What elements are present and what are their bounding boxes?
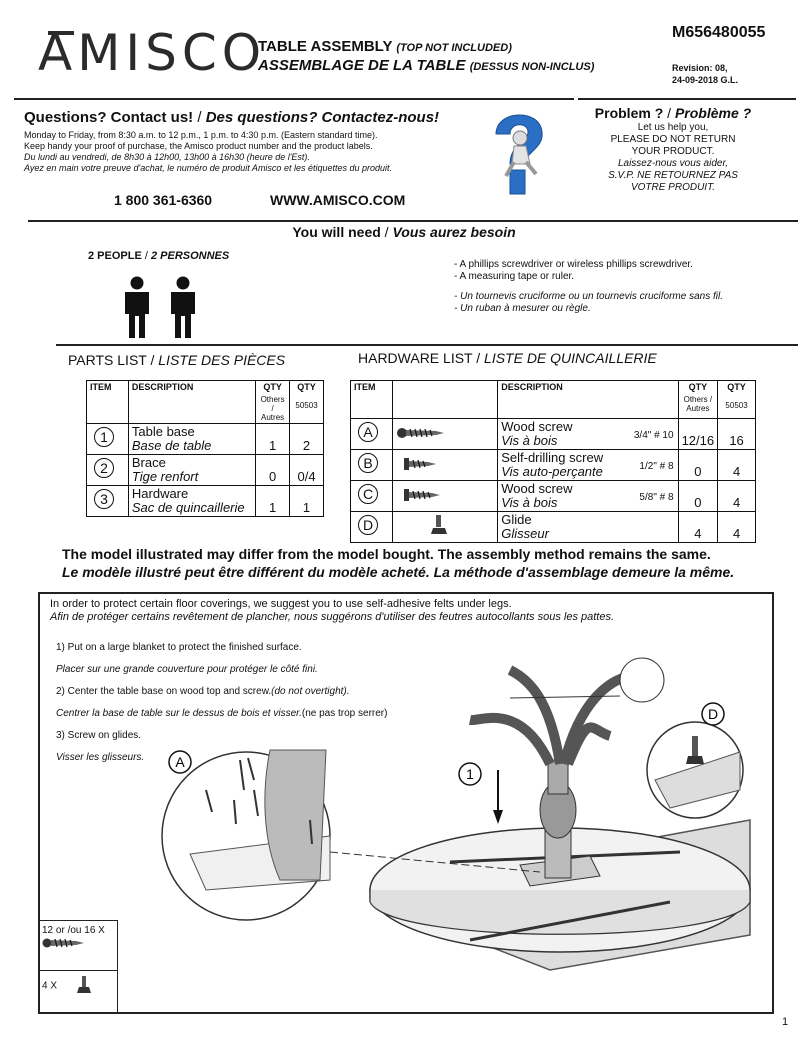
hardware-header-qty-model: QTY 50503	[718, 381, 756, 419]
parts-table	[86, 380, 324, 517]
table-row	[87, 455, 324, 486]
parts-desc-2: Brace Tige renfort	[128, 455, 255, 486]
hardware-desc-b: Self-drilling screw Vis auto-perçante 1/2" # 8	[498, 450, 678, 481]
hardware-qty-others: 4	[678, 512, 718, 543]
website-link[interactable]: WWW.AMISCO.COM	[270, 192, 406, 208]
hardware-header-icon	[392, 381, 497, 419]
hardware-item-d: D	[351, 512, 393, 543]
two-people-icon	[120, 276, 200, 340]
hardware-qty-model: 4	[718, 450, 756, 481]
assembly-illustration	[150, 640, 770, 1000]
callout-d: D	[707, 706, 719, 722]
tools-list: - A phillips screwdriver or wireless phillips screwdriver. - A measuring tape or ruler. - Un tournevis cruciforme ou un tournevis cruciforme sans fil. - Un ruban à mesurer ou règle.	[454, 259, 723, 314]
parts-header-qty-others: QTY Others / Autres	[256, 381, 290, 424]
hardware-qty-model: 4	[718, 512, 756, 543]
parts-qty-others: 1	[256, 424, 290, 455]
hardware-item-a: A	[351, 419, 393, 450]
parts-qty-model: 2	[290, 424, 324, 455]
hardware-item-c: C	[351, 481, 393, 512]
parts-header-desc: DESCRIPTION	[128, 381, 255, 424]
phone-number[interactable]: 1 800 361-6360	[114, 192, 213, 208]
hardware-list-title: HARDWARE LIST / LISTE DE QUINCAILLERIE	[358, 350, 657, 366]
short-wood-screw-icon	[392, 481, 497, 512]
table-row	[87, 424, 324, 455]
parts-desc-1: Table base Base de table	[128, 424, 255, 455]
page-number: 1	[782, 1016, 789, 1028]
hardware-item-b: B	[351, 450, 393, 481]
parts-item-2: 2	[87, 455, 129, 486]
glide-count-box: 4 X	[38, 970, 118, 1014]
title-en: TABLE ASSEMBLY (TOP NOT INCLUDED)	[258, 38, 512, 55]
model-number: M656480055	[672, 24, 766, 41]
hardware-qty-model: 4	[718, 481, 756, 512]
glide-icon	[392, 512, 497, 543]
divider	[28, 220, 798, 222]
wood-screw-icon	[392, 419, 497, 450]
table-row	[87, 486, 324, 517]
hardware-table	[350, 380, 756, 543]
problem-box: Problem ? / Problème ? Let us help you, PLEASE DO NOT RETURN YOUR PRODUCT. Laissez-nous vous aider, S.V.P. NE RETOURNEZ PAS VOTRE PRODUIT.	[594, 105, 752, 193]
parts-qty-model: 1	[290, 486, 324, 517]
question-mark-icon	[482, 104, 554, 200]
parts-qty-others: 0	[256, 455, 290, 486]
divider	[56, 344, 798, 346]
hardware-desc-d: Glide Glisseur	[498, 512, 678, 543]
parts-item-3: 3	[87, 486, 129, 517]
table-row	[351, 450, 756, 481]
table-row	[351, 419, 756, 450]
parts-qty-model: 0/4	[290, 455, 324, 486]
step-2: 2) Center the table base on wood top and screw.(do not overtight). Centrer la base de table sur le dessus de bois et visser.(ne pas trop serrer)	[56, 686, 388, 719]
revision-info: Revision: 08, 24-09-2018 G.L.	[672, 63, 739, 85]
hardware-header-desc: DESCRIPTION	[498, 381, 678, 419]
self-drilling-screw-icon	[392, 450, 497, 481]
callout-1: 1	[466, 766, 474, 782]
hardware-header-qty-others: QTY Others / Autres	[678, 381, 718, 419]
table-row	[351, 512, 756, 543]
hardware-qty-others: 12/16	[678, 419, 718, 450]
hardware-desc-c: Wood screw Vis à bois 5/8" # 8	[498, 481, 678, 512]
step-3: 3) Screw on glides. Visser les glisseurs.	[56, 730, 145, 763]
table-row	[351, 481, 756, 512]
hardware-desc-a: Wood screw Vis à bois 3/4" # 10	[498, 419, 678, 450]
model-disclaimer: The model illustrated may differ from the model bought. The assembly method remains the same. Le modèle illustré peut être différent du modèle acheté. La méthode d'assemblage demeure la même.	[62, 546, 735, 580]
wood-screw-icon	[42, 936, 86, 950]
screw-count-box: 12 or /ou 16 X	[38, 920, 118, 970]
felt-note: In order to protect certain floor coverings, we suggest you to use self-adhesive felts under legs. Afin de protéger certains revêtement de plancher, nous suggérons d'utiliser des feutres autocollants sous les pattes.	[50, 598, 615, 623]
hardware-qty-others: 0	[678, 450, 718, 481]
contact-hours: Monday to Friday, from 8:30 a.m. to 12 p.m., 1 p.m. to 4:30 p.m. (Eastern standard time). Keep handy your proof of purchase, the Amisco product number and the product labels. Du lundi au vendredi, de 8h30 à 12h00, 13h00 à 16h30 (heure de l'Est). Ayez en main votre preuve d'achat, le numéro de produit Amisco et les étiquettes du produit.	[24, 130, 393, 173]
parts-list-title: PARTS LIST / LISTE DES PIÈCES	[68, 352, 286, 368]
hardware-qty-others: 0	[678, 481, 718, 512]
divider	[14, 98, 574, 100]
hardware-header-item: ITEM	[351, 381, 393, 419]
title-fr: ASSEMBLAGE DE LA TABLE (DESSUS NON-INCLUS)	[258, 57, 595, 74]
contact-title: Questions? Contact us! / Des questions? Contactez-nous!	[24, 109, 440, 126]
parts-header-qty-model: QTY 50503	[290, 381, 324, 424]
people-count: 2 PEOPLE / 2 PERSONNES	[88, 250, 230, 262]
hardware-qty-model: 16	[718, 419, 756, 450]
callout-a: A	[175, 754, 185, 770]
parts-qty-others: 1	[256, 486, 290, 517]
step-1: 1) Put on a large blanket to protect the finished surface. Placer sur une grande couverture pour protéger le côté fini.	[56, 642, 318, 675]
you-will-need-title: You will need / Vous aurez besoin	[292, 224, 516, 240]
glide-icon	[74, 975, 94, 997]
parts-desc-3: Hardware Sac de quincaillerie	[128, 486, 255, 517]
brand-logo: AMISCO	[38, 24, 267, 82]
parts-header-item: ITEM	[87, 381, 129, 424]
parts-item-1: 1	[87, 424, 129, 455]
divider	[578, 98, 796, 100]
